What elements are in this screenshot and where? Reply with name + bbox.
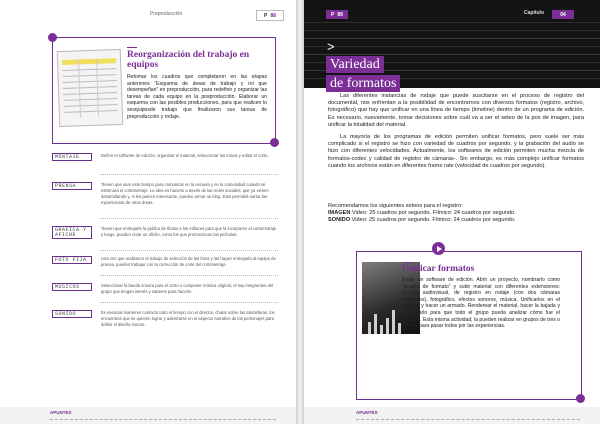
glossary-definition: Seleccionar la banda sonora para el corto o componer música original, el hay integrantes del grupo que tengan interés y saberes para hacerlo. [101, 283, 274, 295]
worksheet-column [78, 59, 81, 117]
glossary-term: SONIDO [52, 310, 92, 318]
worksheet-line [63, 92, 117, 95]
left-page [0, 0, 296, 424]
chevron-right-icon: > [327, 39, 335, 54]
divider [100, 250, 278, 251]
page-title [326, 56, 400, 94]
glossary-definition: Definir el software de edición, organizar el material, seleccionar las tomas y editar el corto. [101, 153, 269, 158]
glossary-definition: Tienen que usar este tiempo para comunicar en la escuela y en la comunidad cuándo se estrenará el cortometraje. La idea es hacerlo a través de las redes sociales, que ya vienen desarrollando y, si les parece interesante, pueden armar un blog. Esto permitirá narrar las experiencias de otras áreas. [101, 182, 269, 206]
notes-area [0, 407, 296, 424]
activity-text: Elegir un software de edición. Abrir un proyecto, nombrarlo como “prueba de formato” y subir material con diferentes extensiones: archivo audiovisual, de registro en rodaje (con dos cámaras diferentes), fotográfico, efectos sonoros, música. Unificarlos en el timeline y hacer un armado. Renderear el material, hacer la bajada y proyectarlo para que todo el grupo pueda analizar cómo fue el proceso. Esta misma actividad, la pueden realizar en grupos de tres o cuatro, para pasar todos por las experiencias. [402, 277, 560, 330]
recommendation-block [328, 203, 584, 225]
worksheet-line [64, 110, 118, 113]
recommendation-intro: Recomendamos los siguientes seteos para el registro: [328, 203, 463, 209]
title-line-1: Variedad [326, 56, 384, 73]
page-number-badge [256, 10, 284, 21]
rec-sound-text: Video: 25 cuadros por segundo. Fílmico: 24 cuadros por segundo. [351, 217, 516, 224]
paragraph: La mayoría de los programas de edición permiten unificar formatos, pero suele ser más complicado si el registro se hizo con variedad de cuadros por segundo, y la grabación del audio se hizo con diferentes velocidades. Actualmente, los softwares de edición permiten mucha mezcla de formatos-codec y calidad de registro de cámaras-. Sin embargo, es más complejo unificar formatos cuando los archivos están en diferentes frame rate (velocidad de cuadros por segundo). [328, 134, 584, 169]
notes-label: APUNTES [50, 410, 72, 415]
worksheet-line [63, 98, 117, 101]
title-dash [402, 262, 412, 263]
glossary-definition: Una vez que realizaron el trabajo de selección de las fotos y las hayan entregado al equipo de prensa, pueden trabajar con la corrección de color del cortometraje. [101, 256, 276, 268]
worksheet-illustration [57, 49, 124, 127]
paragraph: Las diferentes instancias de rodaje que puede suscitarse en el proceso de registro del documental, nos enfrentan a la posibilidad de encontrarnos con diversos formatos (registro, archivo, fotográfico) que hay que unificar en una línea de tiempo (timeline) dentro de un programa de edición. Es necesario, nuevamente, tomar decisiones sobre cuál va a ser el seteo de la pos de imagen, para unificar la totalidad del material. [328, 93, 584, 128]
divider [100, 174, 278, 175]
activity-text: Retomar los cuadros que completaron en las etapas anteriores “Esquema de áreas de trabajo y rol que desempeñan” en preproducción, para redefinir y organizar las tareas de cada equipo en la posproducción. Elaborar un esquema con las posibles producciones, para que realicen lo sesquiposde trabajo que finalizaron sus tareas de preproducción y rodaje. [127, 74, 267, 120]
chapter-number: 04 [560, 11, 566, 18]
worksheet-line [63, 74, 117, 77]
worksheet-line [63, 86, 117, 89]
recommendation-image [328, 210, 584, 217]
chapter-number-badge [552, 10, 574, 19]
rec-image-text: Video: 25 cuadros por segundo. Fílmico: 24 cuadros por segundo. [351, 210, 516, 217]
glossary-term: MÚSICOS [52, 283, 92, 291]
recommendation-sound [328, 217, 584, 224]
rec-image-label: IMAGEN [328, 210, 351, 217]
right-page [304, 0, 600, 424]
title-line-2: de formatos [326, 75, 400, 92]
glossary-term: FOTO FIJA [52, 256, 92, 264]
corner-dot-icon [576, 394, 585, 403]
chapter-label: Capítulo [524, 10, 544, 16]
notes-area [304, 407, 600, 424]
rec-sound-label: SONIDO [328, 217, 351, 224]
worksheet-line [64, 104, 118, 107]
glossary-term: MONTAJE [52, 153, 92, 161]
page-number: 88 [270, 12, 276, 19]
body-text [328, 93, 584, 175]
worksheet-column [96, 59, 99, 117]
glossary-definition: Tienen que entregarle la gráfica de títulos a los editores para que la incorporen al cortometraje y luego, pueden crear un afiche, como los que promocionan las películas. [101, 226, 277, 238]
play-icon [432, 242, 445, 255]
activity-title: Unificar formatos [402, 264, 475, 274]
divider [100, 302, 278, 303]
glossary-definition: Es esencial mantener contacto todo el tiempo con el director, chatar sobre las atmósferas, los encuentros que se quieren lograr y adentrarse en el aspecto narrativo de los personajes para definir el diseño sonoro. [101, 310, 275, 328]
corner-dot-icon [270, 138, 279, 147]
notes-line [356, 419, 580, 420]
corner-dot-icon [48, 33, 57, 42]
page-number-badge [326, 10, 348, 19]
notes-label: APUNTES [356, 410, 378, 415]
notes-line [50, 419, 276, 420]
book-gutter [296, 0, 304, 424]
glossary-term: PRENSA [52, 182, 92, 190]
page-prefix: P [264, 12, 268, 19]
section-header-label: Preproducción [150, 11, 183, 17]
divider [100, 218, 278, 219]
worksheet-header-bar [62, 58, 116, 65]
page-prefix: P [331, 11, 335, 18]
glossary-term: GRÁFICA Y AFICHE [52, 226, 92, 239]
activity-title: Reorganización del trabajo en equipos [127, 50, 250, 70]
worksheet-line [63, 80, 117, 83]
worksheet-line [62, 68, 116, 71]
divider [100, 275, 278, 276]
title-dash [127, 47, 137, 48]
page-number: 89 [337, 11, 343, 18]
